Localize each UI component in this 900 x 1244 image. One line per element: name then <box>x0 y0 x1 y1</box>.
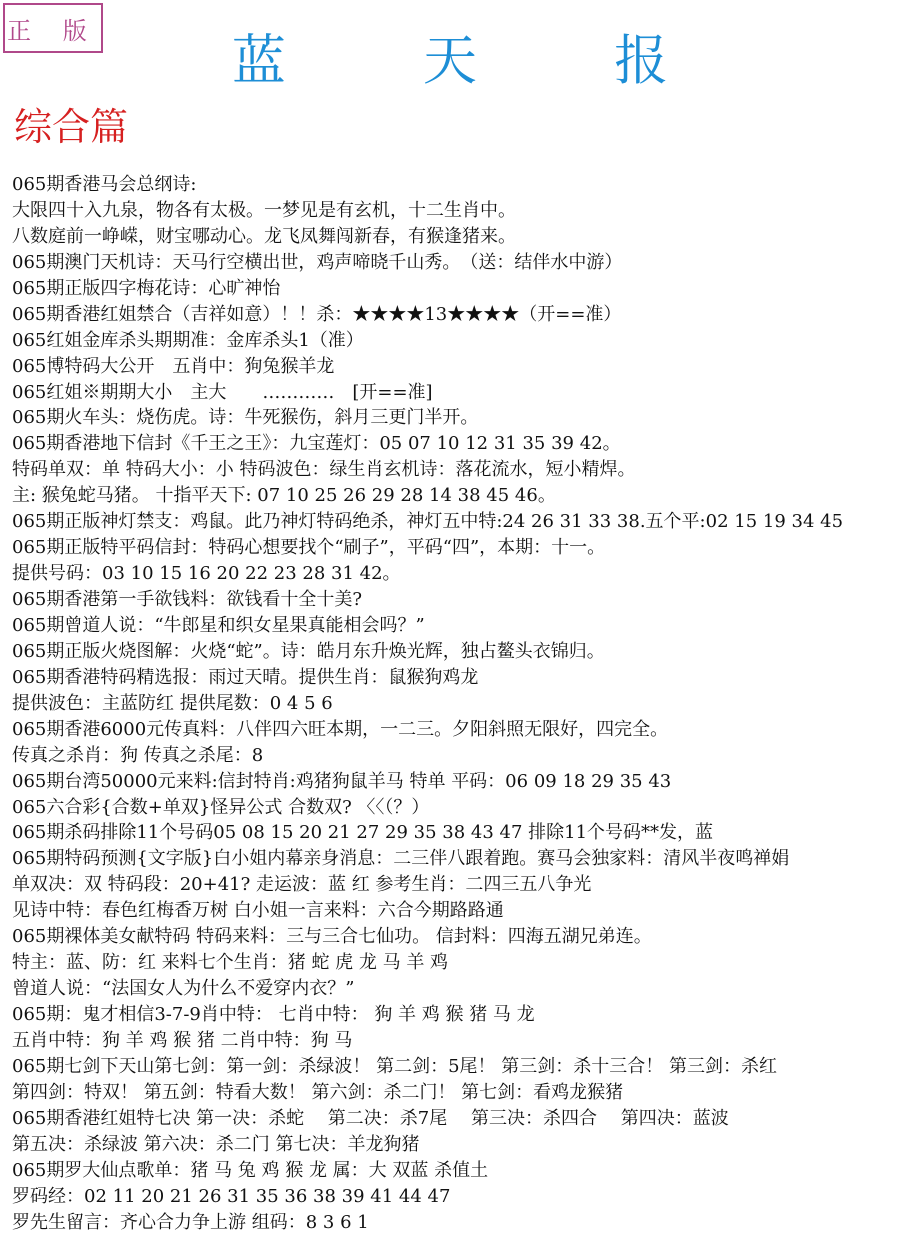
text-line: 065期香港地下信封《千王之王》：九宝莲灯：05 07 10 12 31 35 39 42。 <box>12 433 621 455</box>
text-line: 主: 猴兔蛇马猪。 十指平天下: 07 10 25 26 29 28 14 38 45 46。 <box>12 485 556 507</box>
text-line: 065期正版神灯禁支：鸡鼠。此乃神灯特码绝杀，神灯五中特:24 26 31 33 38.五个平:02 15 19 34 45 <box>12 511 844 533</box>
text-line: 065期：鬼才相信3-7-9肖中特： 七肖中特： 狗 羊 鸡 猴 猪 马 龙 <box>12 1004 535 1025</box>
text-line: 065期杀码排除11个号码05 08 15 20 21 27 29 35 38 43 47 排除11个号码**发，蓝 <box>12 822 714 844</box>
text-line: 八数庭前一峥嵘，财宝哪动心。龙飞凤舞闯新春，有猴逢猪来。 <box>12 225 516 247</box>
text-line: 传真之杀肖：狗 传真之杀尾：8 <box>12 744 264 766</box>
text-line: 065红姐金库杀头期期准：金库杀头1（准） <box>12 329 364 351</box>
text-line: 第四剑：特双！ 第五剑：特看大数！ 第六剑：杀二门！ 第七剑：看鸡龙猴猪 <box>12 1081 624 1103</box>
text-line: 曾道人说：“法国女人为什么不爱穿内衣？” <box>12 978 355 1000</box>
text-line: 065期裸体美女献特码 特码来料：三与三合七仙功。 信封料：四海五湖兄弟连。 <box>12 926 652 948</box>
text-line: 065期罗大仙点歌单：猪 马 兔 鸡 猴 龙 属：大 双蓝 杀值土 <box>12 1159 489 1181</box>
text-line: 065期特码预测{文字版}白小姐内幕亲身消息：二三伴八跟着跑。赛马会独家料：清风半夜鸣禅娟 <box>12 848 790 870</box>
text-line: 065六合彩{合数+单双}怪异公式 合数双? 〈〈（？） <box>12 796 430 818</box>
text-line: 见诗中特：春色红梅香万树 白小姐一言来料：六合今期路路通 <box>12 900 504 922</box>
text-line: 065期正版特平码信封：特码心想要找个“刷子”，平码“四”，本期：十一。 <box>12 537 606 559</box>
edition-badge: 正 版 <box>3 3 103 53</box>
text-line: 065期曾道人说：“牛郎星和织女星果真能相会吗？” <box>12 614 425 636</box>
content-lines <box>12 172 896 1235</box>
text-line: 提供号码：03 10 15 16 20 22 23 28 31 42。 <box>12 563 401 585</box>
text-line: 特码单双：单 特码大小：小 特码波色：绿生肖玄机诗：落花流水，短小精焊。 <box>12 459 636 481</box>
section-heading: 综合篇 <box>14 105 129 149</box>
text-line: 提供波色：主蓝防红 提供尾数：0 4 5 6 <box>12 692 333 714</box>
text-line: 五肖中特：狗 羊 鸡 猴 猪 二肖中特：狗 马 <box>12 1029 353 1051</box>
text-line: 罗码经：02 11 20 21 26 31 35 36 38 39 41 44 47 <box>12 1185 451 1207</box>
text-line: 065期香港红姐禁合（吉祥如意）！！杀：★★★★13★★★★（开==准） <box>12 303 622 325</box>
text-line: 罗先生留言：齐心合力争上游 组码：8 3 6 1 <box>12 1211 369 1233</box>
text-line: 第五决：杀绿波 第六决：杀二门 第七决：羊龙狗猪 <box>12 1133 420 1155</box>
text-line: 065期正版火烧图解：火烧“蛇”。诗：皓月东升焕光辉，独占鳌头衣锦归。 <box>12 640 605 662</box>
text-line: 065期香港特码精选报：雨过天晴。提供生肖：鼠猴狗鸡龙 <box>12 666 479 688</box>
text-line: 065期香港6000元传真料：八伴四六旺本期，一二三。夕阳斜照无限好，四完全。 <box>12 718 669 740</box>
text-line: 065期台湾50000元来料:信封特肖:鸡猪狗鼠羊马 特单 平码：06 09 18 29 35 43 <box>12 770 672 792</box>
text-line: 065期火车头：烧伤虎。诗：牛死猴伤，斜月三更门半开。 <box>12 407 479 429</box>
text-line: 单双决：双 特码段：20+41? 走运波：蓝 红 参考生肖：二四三五八争光 <box>12 874 592 896</box>
text-line: 065期香港第一手欲钱料：欲钱看十全十美? <box>12 589 363 610</box>
text-line: 065红姐※期期大小 主大 ………… [开==准] <box>12 381 433 403</box>
text-line: 065博特码大公开 五肖中：狗兔猴羊龙 <box>12 355 335 377</box>
text-line: 065期正版四字梅花诗：心旷神怡 <box>12 277 281 299</box>
text-line: 065期香港马会总纲诗: <box>12 174 197 195</box>
text-line: 065期澳门天机诗：天马行空横出世，鸡声啼晓千山秀。 （送：结伴水中游） <box>12 251 623 273</box>
text-line: 特主：蓝、防：红 来料七个生肖：猪 蛇 虎 龙 马 羊 鸡 <box>12 952 449 974</box>
text-line: 065期香港红姐特七决 第一决：杀蛇 第二决：杀7尾 第三决：杀四合 第四决：蓝波 <box>12 1107 729 1129</box>
text-line: 大限四十入九泉，物各有太极。一梦见是有玄机，十二生肖中。 <box>12 199 516 221</box>
page-title: 蓝 天 报 <box>231 29 729 92</box>
text-line: 065期七剑下天山第七剑：第一剑：杀绿波！ 第二剑：5尾！ 第三剑：杀十三合！ 第三剑：杀红 <box>12 1055 777 1077</box>
